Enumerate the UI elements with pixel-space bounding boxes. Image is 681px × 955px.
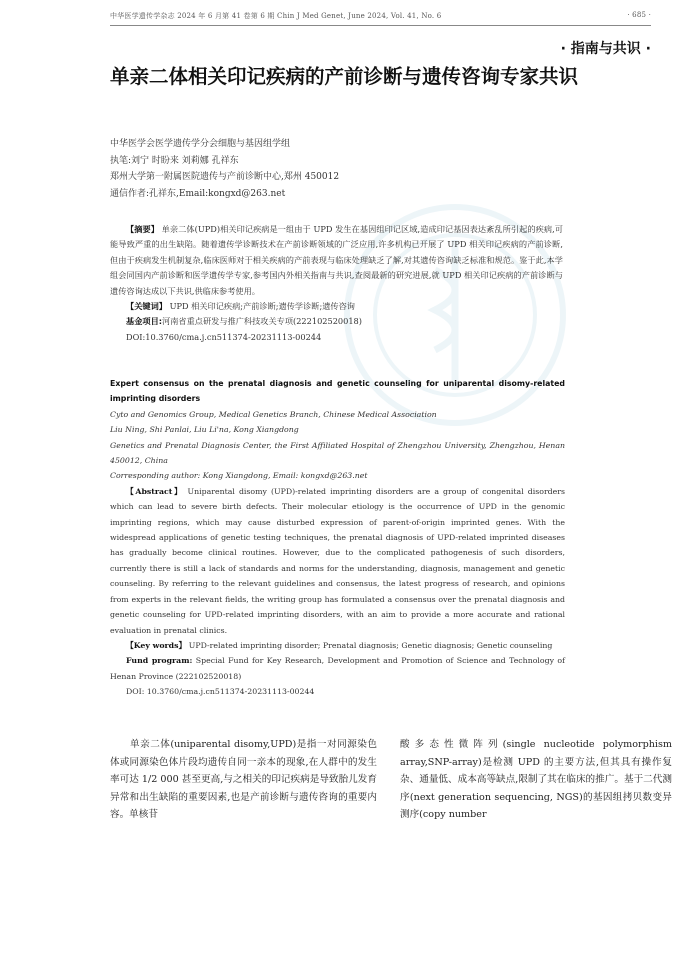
cn-keywords-label: 【关键词】 xyxy=(126,301,167,312)
en-fund-label: Fund program: xyxy=(126,656,193,666)
en-keywords-label: 【Key words】 xyxy=(126,640,187,650)
english-doi: DOI: 10.3760/cma.j.cn511374-20231113-00244 xyxy=(126,687,315,697)
cn-keywords-text: UPD 相关印记疾病;产前诊断;遗传学诊断;遗传咨询 xyxy=(169,301,355,312)
chinese-abstract xyxy=(110,222,563,345)
running-header xyxy=(110,11,651,23)
cn-fund-text: 河南省重点研发与推广科技攻关专项(222102520018) xyxy=(162,316,362,327)
author-block xyxy=(110,136,650,202)
en-abstract-text: Uniparental disomy (UPD)-related imprinting disorders are a group of congenital disorders which can lead to severe birth defects. Their molecular etiology is the occurrence of UPD in the genomic imprinting regions, which may cause disturbed expression of parent-of-origin imprinted genes. With the widespread applications of genetic testing techniques, the prenatal diagnosis of UPD-related imprinted diseases has gradually become clinical routines. However, due to the complicated pathogenesis of such disorders, currently there is still a lack of standards and norms for the understanding, diagnosis, management and genetic counseling. By referring to the relevant guidelines and consensus, the latest progress of research, and opinions from experts in the relevant fields, the writing group has formulated a consensus over the prenatal diagnosis and genetic counseling for UPD-related imprinting disorders, with an aim to provide a more accurate and rational evaluation in prenatal clinics. xyxy=(110,486,566,635)
cn-doi: DOI:10.3760/cma.j.cn511374-20231113-00244 xyxy=(126,331,322,342)
body-column-right xyxy=(400,736,672,824)
author-group: 中华医学会医学遗传学分会细胞与基因组学组 xyxy=(110,139,291,149)
body-paragraph: 酸多态性微阵列(single nucleotide polymorphism array,SNP-array)是检测 UPD 的主要方法,但其具有操作复杂、通量低、成本高等缺点,限制了其在临床的推广。基于二代测序(next generation sequencing, NGS)的基因组拷贝数变异测序(copy number xyxy=(400,739,672,820)
cn-keywords xyxy=(110,299,563,314)
journal-citation-line: 中华医学遗传学杂志 2024 年 6 月第 41 卷第 6 期 Chin J Med Genet, June 2024, Vol. 41, No. 6 xyxy=(110,12,442,20)
english-corresponding: Corresponding author: Kong Xiangdong, Email: kongxd@263.net xyxy=(110,471,368,481)
en-keywords-text: UPD-related imprinting disorder; Prenatal diagnosis; Genetic diagnosis; Genetic counseling xyxy=(188,640,553,650)
cn-abstract-label: 【摘要】 xyxy=(126,224,159,234)
body-column-left xyxy=(110,736,377,824)
article-title: 单亲二体相关印记疾病的产前诊断与遗传咨询专家共识 xyxy=(110,65,579,88)
section-tag: · 指南与共识 · xyxy=(560,41,651,57)
english-fund xyxy=(110,653,565,684)
english-abstract xyxy=(110,484,565,638)
english-title: Expert consensus on the prenatal diagnosis and genetic counseling for uniparental disomy-related imprinting disorders xyxy=(110,379,565,404)
author-affiliation: 郑州大学第一附属医院遗传与产前诊断中心,郑州 450012 xyxy=(110,172,340,183)
english-keywords xyxy=(110,638,565,653)
body-paragraph: 单亲二体(uniparental disomy,UPD)是指一对同源染色体或同源染色体片段均遗传自同一亲本的现象,在人群中的发生率可达 1/2 000 甚至更高,与之相关的印记疾病是导致胎儿发育异常和出生缺陷的重要因素,也是产前诊断与遗传咨询的重要内容。单核苷 xyxy=(110,739,377,820)
page-number: · 685 · xyxy=(627,11,651,19)
cn-abstract-paragraph xyxy=(110,222,563,299)
header-divider xyxy=(110,25,651,26)
english-affiliation: Genetics and Prenatal Diagnosis Center, the First Affiliated Hospital of Zhengzhou University, Zhengzhou, Henan 450012, China xyxy=(110,440,565,466)
english-authors: Liu Ning, Shi Panlai, Liu Li'na, Kong Xiangdong xyxy=(110,425,299,435)
english-abstract-block xyxy=(110,376,565,700)
en-fund-text: Special Fund for Key Research, Development and Promotion of Science and Technology of Henan Province (222102520018) xyxy=(110,656,565,681)
english-group: Cyto and Genomics Group, Medical Genetics Branch, Chinese Medical Association xyxy=(110,409,437,419)
cn-fund-label: 基金项目: xyxy=(126,316,163,327)
corresponding-author: 通信作者:孔祥东,Email:kongxd@263.net xyxy=(110,188,286,199)
en-abstract-label: 【Abstract】 xyxy=(126,486,184,496)
cn-fund xyxy=(110,314,563,329)
author-writers: 执笔:刘宁 时盼来 刘莉娜 孔祥东 xyxy=(110,155,239,166)
cn-abstract-text: 单亲二体(UPD)相关印记疾病是一组由于 UPD 发生在基因组印记区域,造成印记基因表达紊乱所引起的疾病,可能导致严重的出生缺陷。随着遗传学诊断技术在产前诊断领域的广泛应用,许多机构已开展了 UPD 相关印记疾病的产前诊断,但由于疾病发生机制复杂,临床医师对于相关疾病的产前表现与临床处理缺乏了解,对其遗传咨询缺乏标准和规范。鉴于此,本学组会同国内产前诊断和医学遗传学专家,参考国内外相关指南与共识,查阅最新的研究进展,就 UPD 相关印记疾病的产前诊断与遗传咨询达成以下共识,供临床参考使用。 xyxy=(110,224,563,296)
